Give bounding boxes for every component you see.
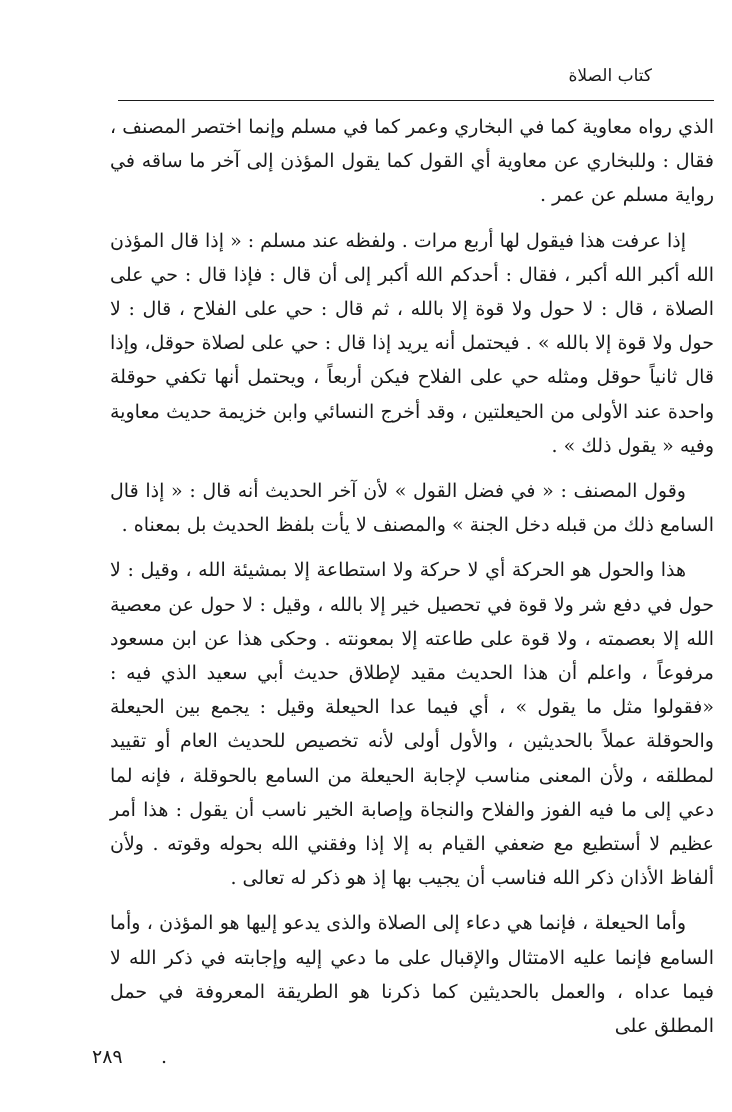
paragraph-2: إذا عرفت هذا فيقول لها أربع مرات . ولفظه عند مسلم : « إذا قال المؤذن الله أكبر الله أكبر ، فقال : أحدكم الله أكبر إلى أن قال : فإذا قال : حي على الصلاة ، قال : لا حول ولا قوة إلا بالله ، ثم قال : حي على الفلاح ، قال : لا حول ولا قوة إلا بالله » . فيحتمل أنه يريد إذا قال : حي على لصلاة حوقل، وإذا قال ثانياً حوقل ومثله حي على الفلاح فيكن أربعاً ، ويحتمل أنها تكفي حوقلة واحدة عند الأولى من الحيعلتين ، وقد أخرج النسائي وابن خزيمة حديث معاوية وفيه « يقول ذلك » . <box>109 229 714 457</box>
header-rule <box>118 100 714 101</box>
page-number: ٢٨٩ <box>92 1046 123 1068</box>
paragraph-3: وقول المصنف : « في فضل القول » لأن آخر الحديث أنه قال : « إذا قال السامع ذلك من قبله دخل الجنة » والمصنف لا يأت بلفظ الحديث بل بمعناه . <box>110 480 714 537</box>
paragraph-1: الذي رواه معاوية كما في البخاري وعمر كما في مسلم وإنما اختصر المصنف ، فقال : وللبخاري عن معاوية أي القول كما يقول المؤذن إلى آخر ما ساقه في رواية مسلم عن عمر . <box>110 116 714 207</box>
page-number-dot: . <box>161 1046 168 1068</box>
paragraph-5: وأما الحيعلة ، فإنما هي دعاء إلى الصلاة والذى يدعو إليها هو المؤذن ، وأما السامع فإنما عليه الامتثال والإقبال على ما دعي إليه وإجابته في ذكر الله لا فيما عداه ، والعمل بالحديثين كما ذكرنا هو الطريقة المعروفة في حمل المطلق على <box>110 912 714 1038</box>
running-title: كتاب الصلاة <box>568 66 652 86</box>
paragraph-4: هذا والحول هو الحركة أي لا حركة ولا استطاعة إلا بمشيئة الله ، وقيل : لا حول في دفع شر ولا قوة في تحصيل خير إلا بالله ، وقيل : لا حول عن معصية الله إلا بعصمته ، ولا قوة على طاعته إلا بمعونته . وحكى هذا عن ابن مسعود مرفوعاً ، واعلم أن هذا الحديث مقيد لإطلاق حديث أبي سعيد الذي فيه : «فقولوا مثل ما يقول » ، أي فيما عدا الحيعلة وقيل : يجمع بين الحيعلة والحوقلة عملاً بالحديثين ، والأول أولى لأنه تخصيص للحديث العام أو تقييد لمطلقه ، ولأن المعنى مناسب لإجابة الحيعلة من السامع بالحوقلة ، فإنه لما دعي إلى ما فيه الفوز والفلاح والنجاة وإصابة الخير ناسب أن يقول : هذا أمر عظيم لا أستطيع مع ضعفي القيام به إلا إذا وفقني الله بحوله وقوته . ولأن ألفاظ الأذان ذكر الله فناسب أن يجيب بها إذ هو ذكر له تعالى . <box>110 559 714 890</box>
body-text <box>110 110 714 1043</box>
